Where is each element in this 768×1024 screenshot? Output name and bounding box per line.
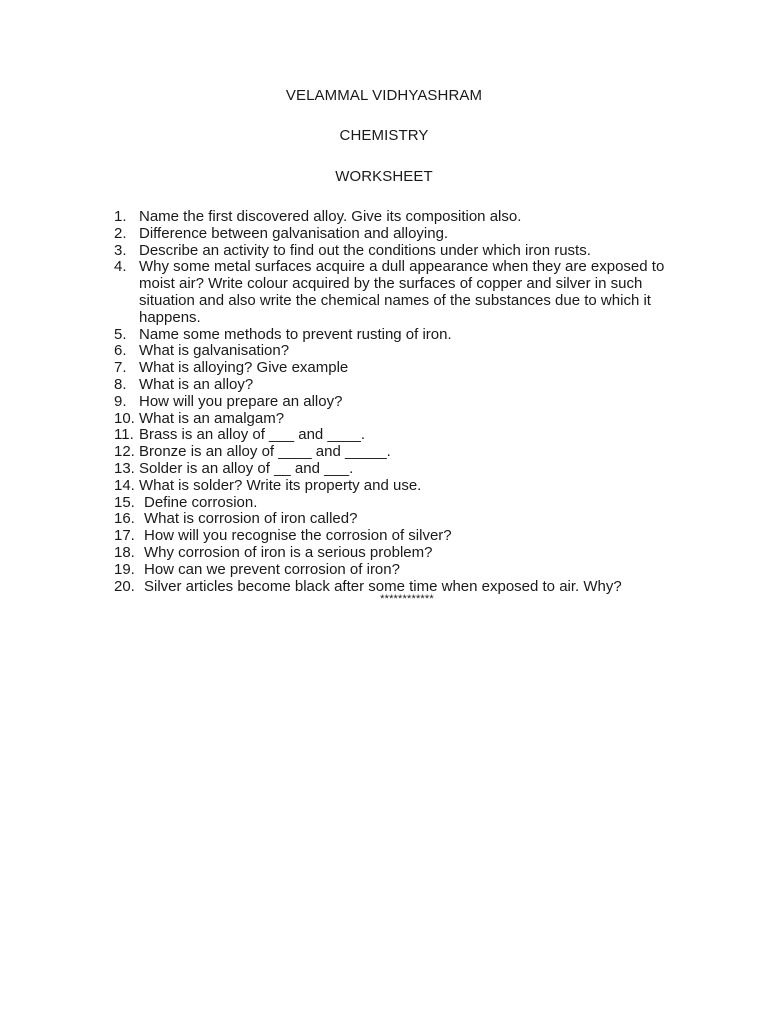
question-text: Bronze is an alloy of ____ and _____. [139, 443, 391, 461]
question-item [114, 259, 674, 326]
question-number: 15. [114, 493, 135, 511]
question-item [114, 209, 674, 226]
question-item [114, 461, 674, 478]
question-number: 17. [114, 527, 135, 545]
question-text: How can we prevent corrosion of iron? [144, 560, 400, 578]
question-number: 9. [114, 392, 127, 410]
question-number: 5. [114, 325, 127, 343]
question-text: Name some methods to prevent rusting of iron. [139, 325, 452, 343]
question-text: Name the first discovered alloy. Give its composition also. [139, 208, 522, 225]
question-number: 10. [114, 409, 135, 427]
question-number: 13. [114, 459, 135, 477]
question-number: 14. [114, 476, 135, 494]
question-text: Silver articles become black after some time when exposed to air. Why? [144, 577, 622, 595]
question-text: Define corrosion. [144, 493, 258, 511]
question-text: What is alloying? Give example [139, 359, 349, 377]
question-text: Why some metal surfaces acquire a dull appearance when they are exposed to moist air? Write colour acquired by the surfaces of copper and silver in such situation and also write the chemical names of the substances due to which it happens. [139, 258, 669, 326]
question-text: What is an amalgam? [139, 409, 285, 427]
question-number: 2. [114, 224, 127, 242]
document-type: WORKSHEET [335, 168, 433, 185]
question-text: Solder is an alloy of __ and ___. [139, 459, 354, 477]
question-text: Describe an activity to find out the conditions under which iron rusts. [139, 241, 591, 259]
question-number: 20. [114, 577, 135, 595]
question-item [114, 545, 674, 562]
question-text: Difference between galvanisation and alloying. [139, 224, 449, 242]
question-number: 12. [114, 443, 135, 461]
question-item [114, 511, 674, 528]
question-number: 3. [114, 241, 127, 259]
question-text: What is galvanisation? [139, 342, 290, 360]
question-number: 11. [114, 426, 134, 444]
question-text: How will you prepare an alloy? [139, 392, 343, 410]
question-number: 4. [114, 258, 127, 276]
question-text: How will you recognise the corrosion of silver? [144, 527, 452, 545]
question-number: 7. [114, 359, 127, 377]
question-item [114, 444, 674, 461]
question-number: 6. [114, 342, 127, 360]
end-separator: ************ [380, 593, 434, 605]
question-item [114, 327, 674, 344]
question-text: What is an alloy? [139, 375, 254, 393]
question-item [114, 495, 674, 512]
question-item [114, 478, 674, 495]
question-text: Brass is an alloy of ___ and ____. [139, 426, 365, 444]
question-number: 18. [114, 543, 135, 561]
question-item [114, 226, 674, 243]
question-number: 8. [114, 375, 127, 393]
question-number: 16. [114, 510, 135, 528]
question-text: What is corrosion of iron called? [144, 510, 358, 528]
question-text: What is solder? Write its property and use. [139, 476, 422, 494]
question-list [114, 209, 674, 595]
question-item [114, 528, 674, 545]
question-item [114, 377, 674, 394]
question-item [114, 411, 674, 428]
question-item [114, 427, 674, 444]
question-text: Why corrosion of iron is a serious problem? [144, 543, 433, 561]
question-item [114, 562, 674, 579]
question-item [114, 394, 674, 411]
question-item [114, 360, 674, 377]
subject-title: CHEMISTRY [339, 127, 429, 144]
question-item [114, 243, 674, 260]
school-name: VELAMMAL VIDHYASHRAM [285, 87, 483, 104]
question-item [114, 343, 674, 360]
question-number: 1. [114, 208, 127, 225]
question-number: 19. [114, 560, 135, 578]
